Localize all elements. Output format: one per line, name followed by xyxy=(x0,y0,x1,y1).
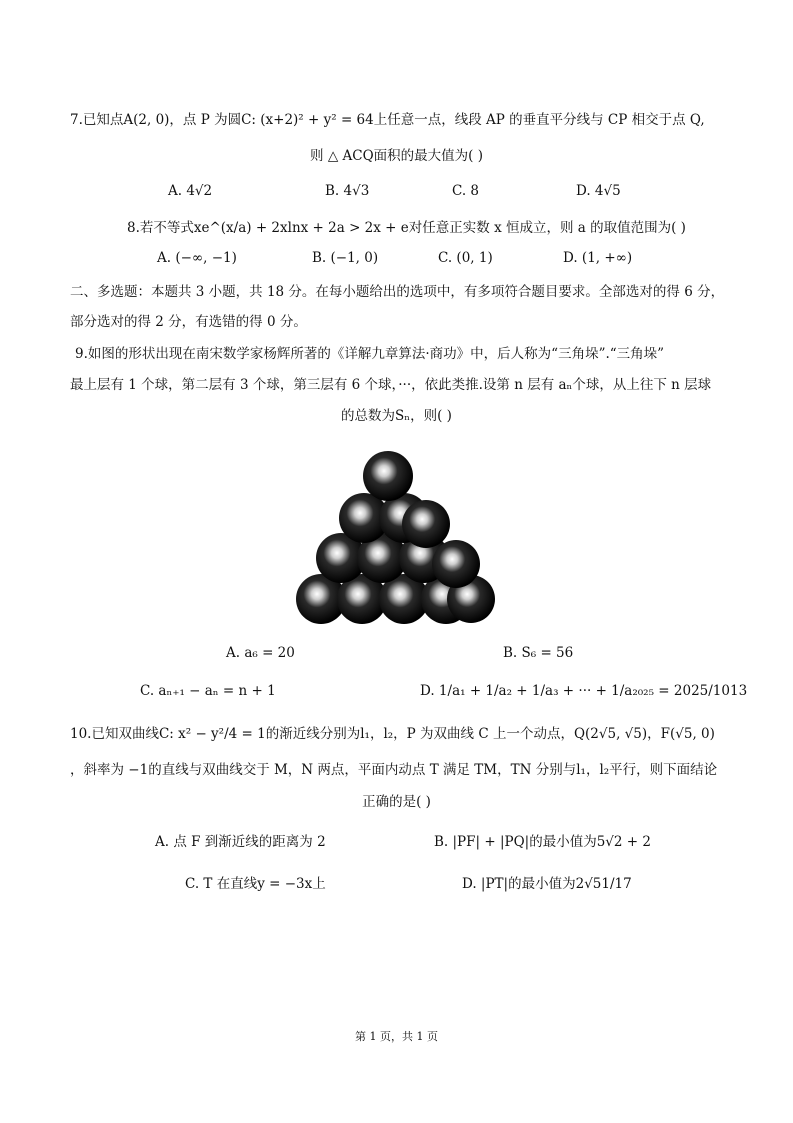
q10-option-d: D. |PT|的最小值为2√51/17 xyxy=(462,876,632,892)
q9-option-d: D. 1/a₁ + 1/a₂ + 1/a₃ + ··· + 1/a₂₀₂₅ = 2025/1013 xyxy=(420,683,748,699)
q7-line1: 7.已知点A(2, 0)，点 P 为圆C: (x+2)² + y² = 64上任意一点，线段 AP 的垂直平分线与 CP 相交于点 Q, xyxy=(70,112,705,128)
q10-option-a: A. 点 F 到渐近线的距离为 2 xyxy=(155,834,326,850)
q7-option-b: B. 4√3 xyxy=(325,183,370,199)
q8-option-c: C. (0, 1) xyxy=(438,250,493,266)
page-footer: 第 1 页，共 1 页 xyxy=(355,1030,438,1043)
q8-option-d: D. (1, +∞) xyxy=(563,250,633,266)
q9-option-b: B. S₆ = 56 xyxy=(503,645,574,661)
q8-line1: 8.若不等式xe^(x/a) + 2xlnx + 2a > 2x + e对任意正实数 x 恒成立，则 a 的取值范围为( ) xyxy=(127,220,686,236)
q7-option-c: C. 8 xyxy=(452,183,480,199)
q9-line3: 的总数为Sₙ，则( ) xyxy=(341,408,452,424)
section2-line1: 二、多选题：本题共 3 小题，共 18 分。在每小题给出的选项中，有多项符合题目要求。全部选对的得 6 分， xyxy=(70,284,725,300)
q8-option-a: A. (−∞, −1) xyxy=(157,250,237,266)
q7-option-d: D. 4√5 xyxy=(576,183,621,199)
q10-line3: 正确的是( ) xyxy=(362,794,431,810)
q7-line2: 则 △ ACQ面积的最大值为( ) xyxy=(310,148,483,164)
triangular-stack-figure xyxy=(296,446,496,626)
q10-line2: ，斜率为 −1的直线与双曲线交于 M，N 两点，平面内动点 T 满足 TM，TN 分别与l₁，l₂平行，则下面结论 xyxy=(70,762,718,778)
q10-line1: 10.已知双曲线C: x² − y²/4 = 1的渐近线分别为l₁，l₂，P 为双曲线 C 上一个动点，Q(2√5, √5)，F(√5, 0) xyxy=(70,726,715,742)
q9-option-c: C. aₙ₊₁ − aₙ = n + 1 xyxy=(140,683,276,699)
q10-option-c: C. T 在直线y = −3x上 xyxy=(185,876,326,892)
q8-option-b: B. (−1, 0) xyxy=(312,250,379,266)
q7-option-a: A. 4√2 xyxy=(168,183,213,199)
q9-line1: 9.如图的形状出现在南宋数学家杨辉所著的《详解九章算法·商功》中，后人称为“三角垛”.“三角垛” xyxy=(75,346,665,362)
section2-line2: 部分选对的得 2 分，有选错的得 0 分。 xyxy=(70,314,307,330)
q9-line2: 最上层有 1 个球，第二层有 3 个球，第三层有 6 个球，···，依此类推.设第 n 层有 aₙ个球，从上往下 n 层球 xyxy=(70,377,712,393)
q9-option-a: A. a₆ = 20 xyxy=(226,645,295,661)
q10-option-b: B. |PF| + |PQ|的最小值为5√2 + 2 xyxy=(434,834,651,850)
